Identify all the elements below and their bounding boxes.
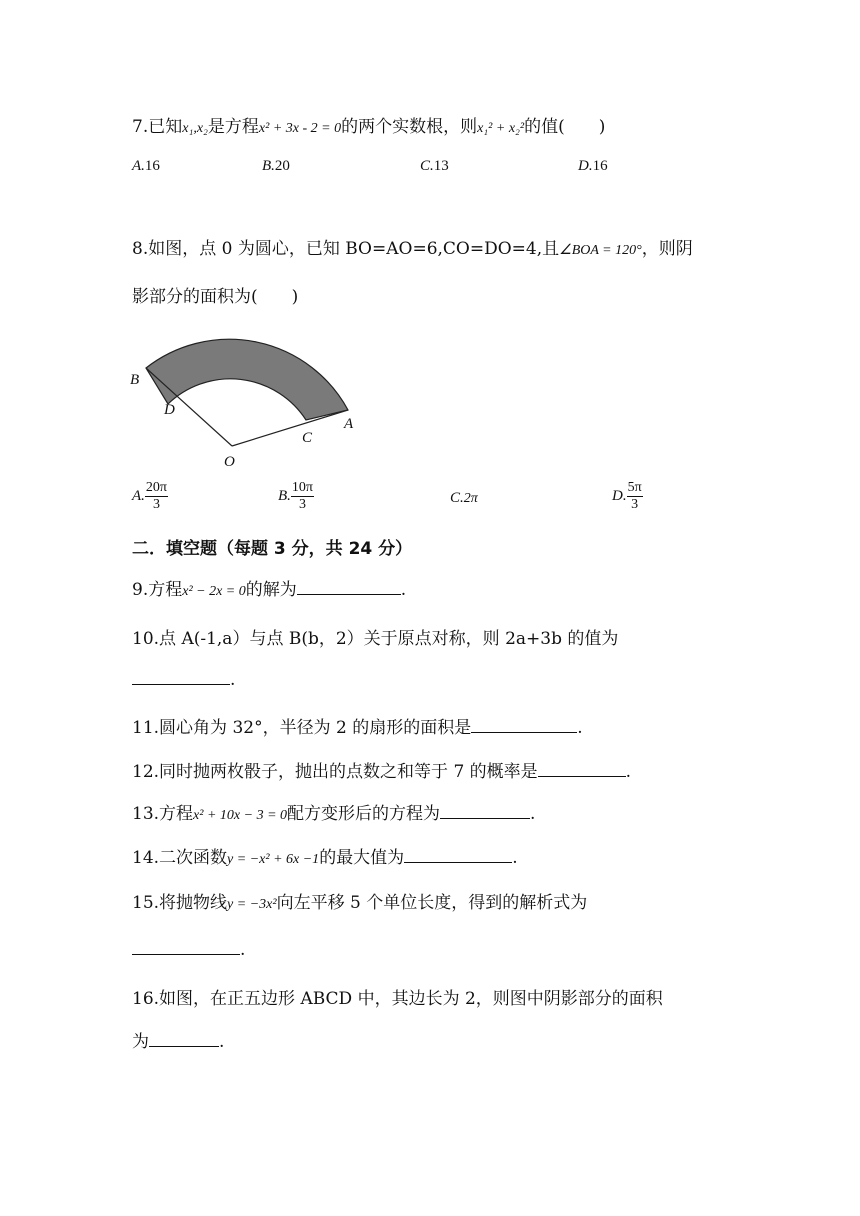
q14: 14.二次函数y = −x² + 6x −1的最大值为 . xyxy=(132,848,518,868)
shaded-region xyxy=(146,339,348,420)
q16-line1: 16.如图，在正五边形 ABCD 中，其边长为 2，则图中阴影部分的面积 xyxy=(132,989,663,1009)
q9: 9.方程x² − 2x = 0的解为 . xyxy=(132,580,407,600)
q7-equation: x² + 3x - 2 = 0 xyxy=(258,121,342,136)
q14-function: y = −x² + 6x −1 xyxy=(227,852,320,867)
q15-answer-blank[interactable] xyxy=(132,938,240,955)
q7-stem-c: 的两个实数根，则 xyxy=(341,117,478,137)
section-heading: 二．填空题（每题 3 分，共 24 分） xyxy=(132,539,413,559)
q8-option-c: C.2π xyxy=(450,490,478,506)
q10-line2: . xyxy=(132,668,235,691)
q12: 12.同时抛两枚骰子，抛出的点数之和等于 7 的概率是 . xyxy=(132,762,632,782)
q7-roots: x₁,x₂ xyxy=(182,121,208,136)
q10-answer-blank[interactable] xyxy=(132,668,230,685)
q15-function: y = −3x² xyxy=(227,897,277,912)
label-c: C xyxy=(302,430,313,446)
q8-angle: ∠BOA = 120° xyxy=(559,243,642,258)
q11: 11.圆心角为 32°，半径为 2 的扇形的面积是 . xyxy=(132,718,583,738)
q13-equation: x² + 10x − 3 = 0 xyxy=(193,808,288,823)
q9-equation: x² − 2x = 0 xyxy=(182,584,246,599)
q8-option-a: A. $\frac{20\pi}{3}$ xyxy=(132,480,167,512)
annular-sector-figure xyxy=(120,318,380,478)
label-o: O xyxy=(224,454,235,470)
q8-option-d: D. $\frac{5\pi}{3}$ xyxy=(612,480,642,512)
q15-line2: . xyxy=(132,938,245,961)
q7-option-b: B.20 xyxy=(262,158,290,174)
q11-answer-blank[interactable] xyxy=(471,716,577,733)
q8-stem-line2: 影部分的面积为( ) xyxy=(132,287,299,307)
label-b: B xyxy=(130,372,140,388)
q8-stem-line1: 8.如图，点 0 为圆心，已知 BO=AO=6,CO=DO=4,且∠BOA = 120°，则阴 xyxy=(132,239,693,259)
q13: 13.方程x² + 10x − 3 = 0配方变形后的方程为 . xyxy=(132,804,536,824)
label-d: D xyxy=(164,402,175,418)
q7-option-d: D.16 xyxy=(578,158,608,174)
q7-stem xyxy=(132,116,605,140)
q15-line1: 15.将抛物线y = −3x²向左平移 5 个单位长度，得到的解析式为 xyxy=(132,893,588,913)
q16-line2: 为 . xyxy=(132,1032,225,1052)
q16-answer-blank[interactable] xyxy=(149,1030,219,1047)
q7-stem-d: 的值( ) xyxy=(524,117,606,137)
q12-answer-blank[interactable] xyxy=(538,760,626,777)
q14-answer-blank[interactable] xyxy=(404,846,512,863)
q7-option-c: C.13 xyxy=(420,158,449,174)
q10-line1: 10.点 A(-1,a）与点 B(b，2）关于原点对称，则 2a+3b 的值为 xyxy=(132,629,619,649)
radius-oa xyxy=(232,410,348,446)
q7-expression: x₁² + x₂² xyxy=(477,121,525,136)
q13-answer-blank[interactable] xyxy=(440,802,530,819)
q8-option-b: B. $\frac{10\pi}{3}$ xyxy=(278,480,313,512)
q9-answer-blank[interactable] xyxy=(297,578,401,595)
q7-option-a: A.16 xyxy=(132,158,160,174)
q7-stem-b: 是方程 xyxy=(207,117,259,137)
q7-stem-a: 7.已知 xyxy=(132,117,183,137)
label-a: A xyxy=(344,416,354,432)
